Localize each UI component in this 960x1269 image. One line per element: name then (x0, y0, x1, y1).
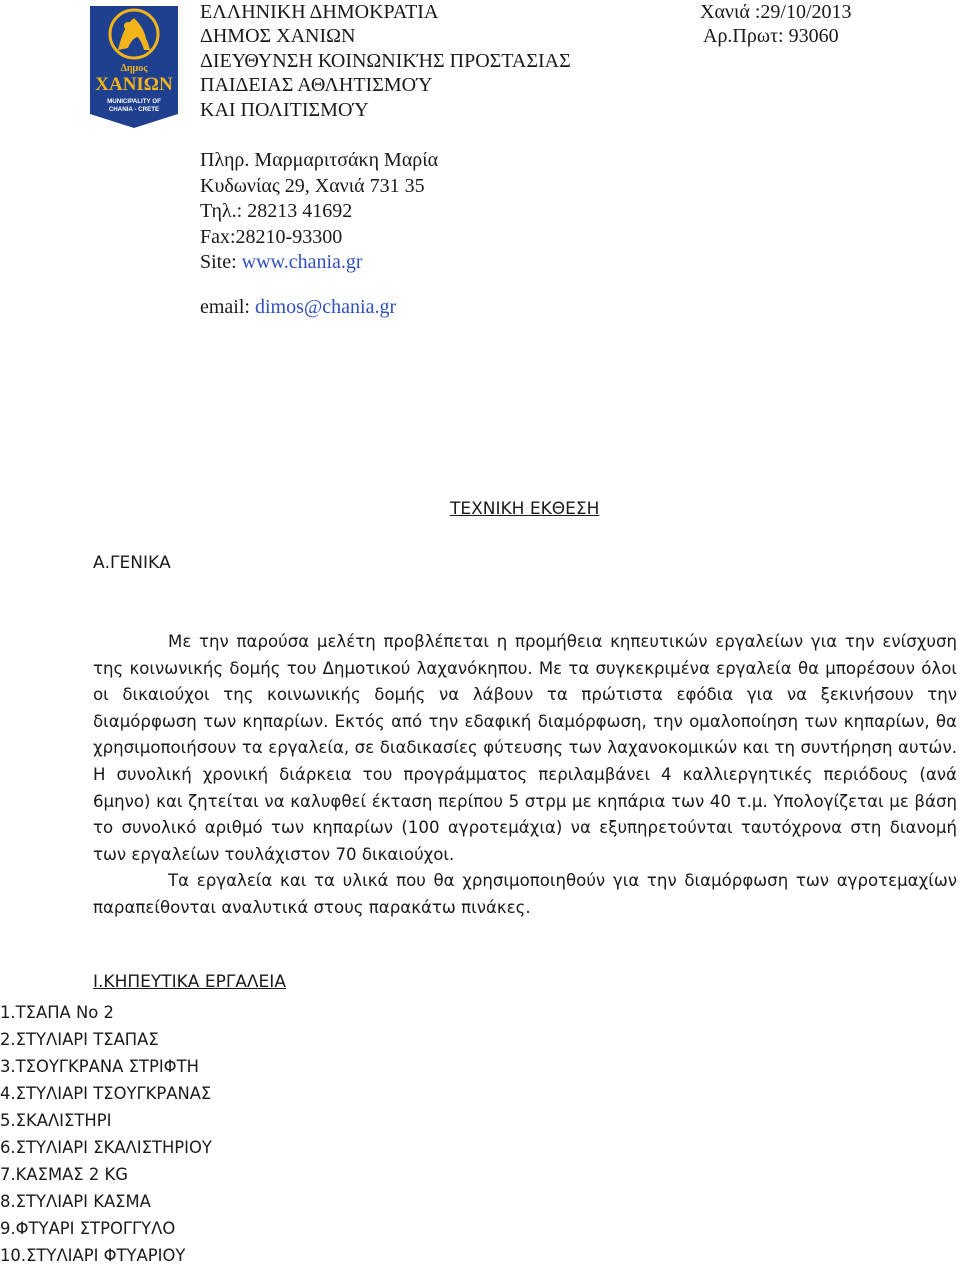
list-item: 1.ΤΣΑΠΑ No 2 (0, 1003, 114, 1022)
email-label: email: (200, 296, 255, 318)
site-label: Site: (200, 251, 242, 273)
section-heading: Α.ΓΕΝΙΚΑ (93, 553, 171, 573)
protocol-number: Αρ.Πρωτ: 93060 (703, 25, 839, 48)
paragraph: Τα εργαλεία και τα υλικά που θα χρησιμοποιηθούν για την διαμόρφωση των αγροτεμαχίων παραπείθονται αναλυτικά στους παρακάτω πινάκες. (93, 871, 957, 917)
org-line: ΔΗΜΟΣ ΧΑΝΙΩΝ (200, 25, 356, 48)
contact-address: Κυδωνίας 29, Χανιά 731 35 (200, 174, 425, 197)
org-line: ΠΑΙΔΕΙΑΣ ΑΘΛΗΤΙΣΜΟΎ (200, 74, 433, 97)
logo-name-top: Δημος (120, 63, 148, 74)
contact-fax: Fax:28210-93300 (200, 225, 343, 248)
municipality-logo (88, 4, 180, 130)
list-item: 7.ΚΑΣΜΑΣ 2 KG (0, 1165, 128, 1184)
list-item: 10.ΣΤΥΛΙΑΡΙ ΦΤΥΑΡΙΟΥ (0, 1246, 186, 1265)
list-item: 4.ΣΤΥΛΙΑΡΙ ΤΣΟΥΓΚΡΑΝΑΣ (0, 1084, 212, 1103)
logo-subtitle-2: CHANIA - CRETE (108, 106, 160, 113)
organization-header (200, 0, 571, 122)
tools-list (0, 999, 212, 1269)
document-reference (700, 0, 852, 49)
report-title: ΤΕΧΝΙΚΗ ΕΚΘΕΣΗ (450, 499, 600, 519)
list-item: 6.ΣΤΥΛΙΑΡΙ ΣΚΑΛΙΣΤΗΡΙΟΥ (0, 1138, 212, 1157)
org-line: ΕΛΛΗΝΙΚΗ ΔΗΜΟΚΡΑΤΙΑ (200, 1, 439, 23)
list-item: 5.ΣΚΑΛΙΣΤΗΡΙ (0, 1111, 112, 1130)
list-item: 2.ΣΤΥΛΙΑΡΙ ΤΣΑΠΑΣ (0, 1030, 159, 1049)
list-item: 9.ΦΤΥΑΡΙ ΣΤΡΟΓΓΥΛΟ (0, 1219, 176, 1238)
org-line: ΔΙΕΥΘΥΝΣΗ ΚΟΙΝΩΝΙΚΉΣ ΠΡΟΣΤΑΣΙΑΣ (200, 49, 571, 72)
date-line: Χανιά :29/10/2013 (700, 1, 852, 23)
paragraph: Με την παρούσα μελέτη προβλέπεται η προμήθεια κηπευτικών εργαλείων για την ενίσχυση της κοινωνικής δομής του Δημοτικού λαχανόκηπου. Με τα συγκεκριμένα εργαλεία θα μπορέσουν όλοι οι δικαιούχοι της κοινωνικής δομής να λάβουν τα πρώτιστα εφόδια για να ξεκινήσουν την διαμόρφωση των κηπαρίων. Εκτός από την εδαφική διαμόρφωση, την ομαλοποίηση των κηπαρίων, θα χρησιμοποιήσουν τα εργαλεία, σε διαδικασίες φύτευσης των λαχανοκομικών και τη συντήρηση αυτών. Η συνολική χρονική διάρκεια του προγράμματος περιλαμβάνει 4 καλλιεργητικές περιόδους (ανά 6μηνο) και ζητείται να καλυφθεί έκταση περίπου 5 στρμ με κηπάρια των 40 τ.μ. Υπολογίζεται με βάση το συνολικό αριθμό των κηπαρίων (100 αγροτεμάχια) να εξυπηρετούνται ταυτόχρονα στη διανομή των εργαλείων τουλάχιστον 70 δικαιούχοι. (93, 632, 957, 864)
contact-person: Πληρ. Μαρμαριτσάκη Μαρία (200, 149, 439, 171)
contact-phone: Τηλ.: 28213 41692 (200, 200, 353, 222)
logo-name-main: ΧΑΝΙΩΝ (95, 74, 173, 95)
contact-email (200, 296, 396, 319)
org-line: ΚΑΙ ΠΟΛΙΤΙΣΜΟΎ (200, 98, 369, 121)
tools-list-heading: Ι.ΚΗΠΕΥΤΙΚΑ ΕΡΓΑΛΕΙΑ (93, 972, 286, 992)
list-item: 8.ΣΤΥΛΙΑΡΙ ΚΑΣΜΑ (0, 1192, 151, 1211)
list-item: 3.ΤΣΟΥΓΚΡΑΝΑ ΣΤΡΙΦΤΗ (0, 1057, 199, 1076)
logo-emblem-icon (110, 10, 158, 58)
logo-subtitle-1: MUNICIPALITY OF (107, 98, 161, 105)
email-link[interactable]: dimos@chania.gr (254, 296, 397, 318)
site-link[interactable]: www.chania.gr (241, 251, 363, 273)
contact-site (200, 250, 438, 276)
contact-block (200, 148, 438, 276)
report-body (93, 629, 957, 922)
